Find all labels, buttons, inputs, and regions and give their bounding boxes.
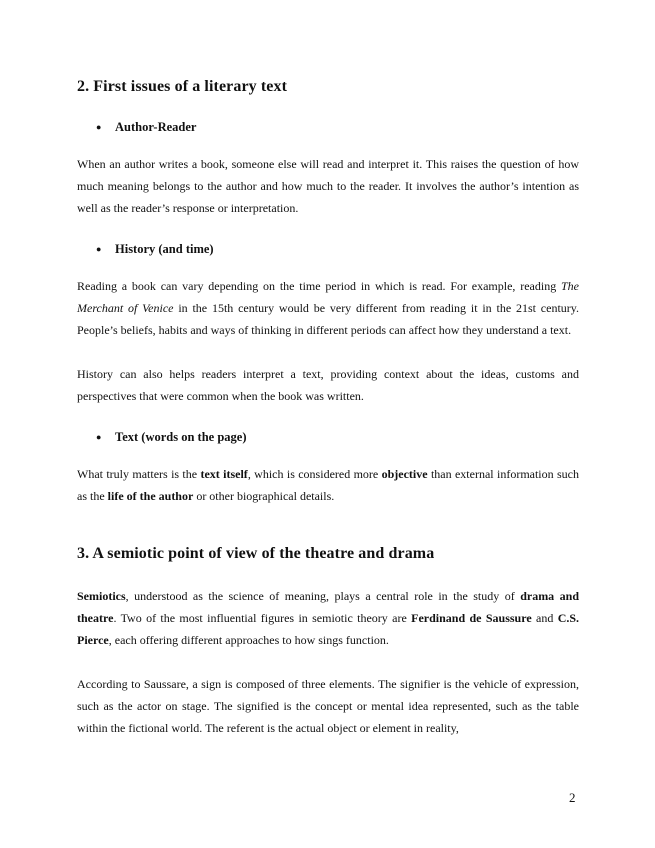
text-run: Reading a book can vary depending on the time period in which is read. For example, reading xyxy=(77,279,561,293)
bullet-history: ● History (and time) xyxy=(77,241,579,257)
paragraph-author-reader: When an author writes a book, someone else will read and interpret it. This raises the question of how much meaning belongs to the author and how much to the reader. It involves the author’s intention as well as the reader’s response or interpretation. xyxy=(77,157,579,215)
bold-term: objective xyxy=(381,467,428,481)
bullet-author-reader: ● Author-Reader xyxy=(77,119,579,135)
paragraph-history-1 xyxy=(77,275,579,341)
book-title-italic: The Merchant of Venice xyxy=(77,279,579,315)
paragraph-saussure: According to Saussare, a sign is composed of three elements. The signifier is the vehicle of expression, such as the actor on stage. The signified is the concept or mental idea represented, such as the table within the fictional world. The referent is the actual object or element in reality, xyxy=(77,677,579,735)
text-run: and xyxy=(531,611,558,625)
section-3-heading: 3. A semiotic point of view of the theatre and drama xyxy=(77,545,435,562)
text-run: , which is considered more xyxy=(247,467,382,481)
text-run: in the 15th century would be very different from reading it in the 21st century. People’s beliefs, habits and ways of thinking in different periods can affect how they understand a text. xyxy=(77,301,579,337)
page-content xyxy=(77,76,579,761)
bold-term: drama and theatre xyxy=(77,589,579,625)
section-2-heading: 2. First issues of a literary text xyxy=(77,78,288,95)
text-run: or other biographical details. xyxy=(193,489,335,503)
paragraph-text xyxy=(77,463,579,507)
bold-term: C.S. Pierce xyxy=(77,611,580,647)
text-run: , each offering different approaches to how sings function. xyxy=(108,633,389,647)
paragraph-history-2: History can also helps readers interpret a text, providing context about the ideas, customs and perspectives that were common when the book was written. xyxy=(77,367,579,403)
page-number: 2 xyxy=(569,790,576,805)
bold-term: life of the author xyxy=(107,489,194,503)
bullet-text: ● Text (words on the page) xyxy=(77,429,579,445)
bold-term: Ferdinand de Saussure xyxy=(411,611,532,625)
text-run: , understood as the science of meaning, plays a central role in the study of xyxy=(125,589,521,603)
bold-term: Semiotics xyxy=(77,589,126,603)
paragraph-semiotics xyxy=(77,585,579,651)
bold-term: text itself xyxy=(200,467,248,481)
text-run: What truly matters is the xyxy=(77,467,201,481)
text-run: . Two of the most influential figures in semiotic theory are xyxy=(113,611,412,625)
text-run: than external information such as the xyxy=(77,467,580,503)
